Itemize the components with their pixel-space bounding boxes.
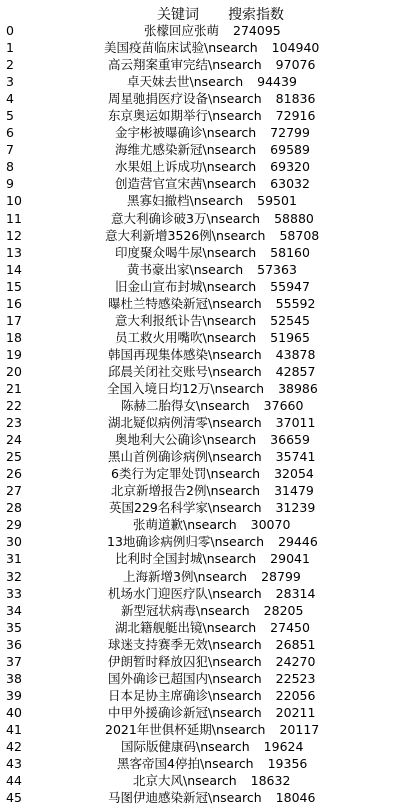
row-search-index: 30070	[250, 517, 291, 533]
row-search-index: 104940	[271, 40, 320, 56]
row-index: 45	[6, 790, 22, 806]
row-keyword: 伊朗暂时释放囚犯\nsearch	[108, 653, 262, 669]
row-search-index: 22056	[275, 687, 316, 703]
row-index: 28	[6, 500, 22, 516]
table-row	[0, 602, 415, 619]
table-row	[0, 22, 415, 39]
row-keyword: 美国疫苗临床试验\nsearch	[104, 40, 258, 56]
column-header-search-index: 搜索指数	[228, 7, 284, 23]
row-index: 37	[6, 653, 22, 669]
row-keyword: 2021年世俱杯延期\nsearch	[105, 721, 266, 737]
table-row	[0, 158, 415, 175]
row-search-index: 27450	[270, 619, 310, 635]
row-index: 36	[6, 636, 22, 652]
row-index: 0	[6, 23, 14, 38]
row-search-index: 20117	[279, 721, 320, 737]
table-row	[0, 192, 415, 209]
row-index: 12	[6, 227, 22, 243]
row-search-index: 26851	[275, 636, 316, 652]
row-search-index: 18046	[275, 790, 316, 806]
row-search-index: 20211	[275, 704, 316, 720]
row-keyword: 卓天妹去世\nsearch	[127, 74, 244, 90]
row-index: 1	[6, 40, 14, 56]
table-row	[0, 141, 415, 158]
row-index: 26	[6, 466, 22, 482]
row-keyword: 球迷支持赛季无效\nsearch	[108, 636, 262, 652]
row-index: 5	[6, 108, 14, 124]
row-index: 14	[6, 261, 22, 277]
table-row	[0, 585, 415, 602]
table-row	[0, 636, 415, 653]
row-index: 4	[6, 91, 14, 107]
row-index: 20	[6, 363, 22, 379]
table-row	[0, 244, 415, 261]
row-search-index: 19356	[267, 756, 308, 772]
row-index: 7	[6, 142, 14, 158]
row-search-index: 63032	[270, 176, 310, 192]
row-keyword: 意大利新增3526例\nsearch	[105, 227, 266, 243]
row-index: 44	[6, 773, 22, 789]
row-search-index: 28314	[275, 585, 316, 601]
row-index: 2	[6, 57, 14, 73]
row-index: 16	[6, 295, 22, 311]
table-row	[0, 465, 415, 482]
row-search-index: 59501	[257, 193, 297, 209]
row-search-index: 55592	[275, 295, 316, 311]
table-row	[0, 499, 415, 516]
table-row	[0, 550, 415, 567]
row-search-index: 29446	[278, 534, 318, 550]
table-row	[0, 124, 415, 141]
row-search-index: 274095	[233, 23, 281, 38]
row-search-index: 51965	[270, 329, 310, 345]
row-keyword: 黑寡妇撤档\nsearch	[127, 193, 244, 209]
row-index: 30	[6, 534, 22, 550]
table-row	[0, 261, 415, 278]
table-row	[0, 619, 415, 636]
row-search-index: 69589	[270, 142, 310, 158]
row-search-index: 37660	[263, 398, 304, 414]
row-keyword: 黄书豪出家\nsearch	[127, 261, 244, 277]
row-index: 15	[6, 278, 22, 294]
row-search-index: 55947	[270, 278, 310, 294]
row-search-index: 24270	[275, 653, 316, 669]
row-keyword: 湖北疑似病例清零\nsearch	[108, 415, 262, 431]
row-search-index: 52545	[270, 312, 310, 328]
row-index: 38	[6, 670, 22, 686]
row-keyword: 张萌道歉\nsearch	[133, 517, 237, 533]
row-keyword: 新型冠状病毒\nsearch	[121, 602, 250, 618]
row-keyword: 黑客帝国4停拍\nsearch	[117, 756, 254, 772]
row-keyword: 比利时全国封城\nsearch	[115, 551, 257, 567]
table-row	[0, 107, 415, 124]
row-search-index: 22523	[275, 670, 316, 686]
row-search-index: 28205	[263, 602, 304, 618]
row-keyword: 英国229名科学家\nsearch	[109, 500, 262, 516]
row-keyword: 金宇彬被曝确诊\nsearch	[115, 125, 257, 141]
table-row	[0, 90, 415, 107]
row-keyword: 旧金山宣布封城\nsearch	[115, 278, 257, 294]
row-search-index: 37011	[275, 415, 316, 431]
table-row	[0, 516, 415, 533]
row-index: 8	[6, 159, 14, 175]
row-keyword: 员工救火用嘴吹\nsearch	[115, 329, 257, 345]
row-index: 23	[6, 415, 22, 431]
row-search-index: 58880	[274, 210, 314, 226]
row-keyword: 水果姐上诉成功\nsearch	[115, 159, 257, 175]
table-row	[0, 482, 415, 499]
row-index: 35	[6, 619, 22, 635]
row-search-index: 38986	[278, 380, 318, 396]
row-search-index: 31239	[275, 500, 316, 516]
row-keyword: 意大利确诊破3万\nsearch	[111, 210, 261, 226]
row-index: 39	[6, 687, 22, 703]
row-keyword: 奥地利大公确诊\nsearch	[115, 432, 257, 448]
row-keyword: 意大利报纸讣告\nsearch	[115, 312, 257, 328]
row-keyword: 马图伊迪感染新冠\nsearch	[108, 790, 262, 806]
row-search-index: 36659	[270, 432, 310, 448]
table-row	[0, 755, 415, 772]
row-keyword: 北京新增报告2例\nsearch	[111, 483, 261, 499]
table-row	[0, 346, 415, 363]
row-search-index: 58708	[279, 227, 320, 243]
row-search-index: 57363	[257, 261, 297, 277]
table-row	[0, 210, 415, 227]
row-keyword: 13地确诊病例归零\nsearch	[107, 534, 265, 550]
row-keyword: 国际版健康码\nsearch	[121, 738, 250, 754]
table-row	[0, 653, 415, 670]
row-search-index: 31479	[274, 483, 314, 499]
row-search-index: 97076	[275, 57, 316, 73]
table-row	[0, 73, 415, 90]
data-table	[0, 22, 415, 806]
row-index: 10	[6, 193, 22, 209]
row-keyword: 印度聚众喝牛尿\nsearch	[115, 244, 257, 260]
table-row	[0, 278, 415, 295]
table-row	[0, 363, 415, 380]
row-keyword: 国外确诊已超国内\nsearch	[108, 670, 262, 686]
table-row	[0, 772, 415, 789]
table-row	[0, 295, 415, 312]
row-keyword: 全国入境日均12万\nsearch	[107, 380, 265, 396]
row-keyword: 曝杜兰特感染新冠\nsearch	[108, 295, 262, 311]
table-row	[0, 721, 415, 738]
row-keyword: 高云翔案重审完结\nsearch	[108, 57, 262, 73]
row-search-index: 81836	[275, 91, 316, 107]
row-index: 32	[6, 568, 22, 584]
table-row	[0, 397, 415, 414]
row-keyword: 黑山首例确诊病例\nsearch	[108, 449, 262, 465]
row-search-index: 28799	[261, 568, 301, 584]
row-index: 13	[6, 244, 22, 260]
row-index: 9	[6, 176, 14, 192]
row-index: 3	[6, 74, 14, 90]
row-search-index: 72799	[270, 125, 310, 141]
row-index: 21	[6, 380, 22, 396]
row-keyword: 东京奥运如期举行\nsearch	[108, 108, 262, 124]
row-keyword: 创造营官宣宋茜\nsearch	[115, 176, 257, 192]
row-index: 22	[6, 398, 22, 414]
table-row	[0, 175, 415, 192]
table-row	[0, 329, 415, 346]
row-index: 19	[6, 346, 22, 362]
row-search-index: 18632	[250, 773, 291, 789]
row-index: 33	[6, 585, 22, 601]
table-row	[0, 431, 415, 448]
table-row	[0, 670, 415, 687]
row-index: 40	[6, 704, 22, 720]
table-row	[0, 789, 415, 806]
table-row	[0, 380, 415, 397]
row-index: 29	[6, 517, 22, 533]
row-search-index: 72916	[275, 108, 316, 124]
row-keyword: 张檬回应张萌	[144, 23, 220, 38]
table-row	[0, 738, 415, 755]
row-index: 31	[6, 551, 22, 567]
table-row	[0, 448, 415, 465]
row-keyword: 湖北籍舰艇出镜\nsearch	[115, 619, 257, 635]
row-search-index: 69320	[270, 159, 310, 175]
row-index: 6	[6, 125, 14, 141]
table-row	[0, 56, 415, 73]
column-header-keyword: 关键词	[157, 7, 199, 23]
table-row	[0, 312, 415, 329]
row-keyword: 周星驰捐医疗设备\nsearch	[108, 91, 262, 107]
row-index: 17	[6, 312, 22, 328]
table-row	[0, 704, 415, 721]
row-keyword: 机场水门迎医疗队\nsearch	[108, 585, 262, 601]
row-keyword: 中甲外援确诊新冠\nsearch	[108, 704, 262, 720]
row-index: 25	[6, 449, 22, 465]
row-index: 11	[6, 210, 22, 226]
row-search-index: 42857	[275, 363, 316, 379]
row-index: 41	[6, 721, 22, 737]
row-index: 27	[6, 483, 22, 499]
row-search-index: 43878	[275, 346, 316, 362]
table-row	[0, 568, 415, 585]
row-index: 34	[6, 602, 22, 618]
row-search-index: 32054	[274, 466, 314, 482]
table-row	[0, 687, 415, 704]
row-index: 42	[6, 738, 22, 754]
row-keyword: 海维尤感染新冠\nsearch	[115, 142, 257, 158]
table-row	[0, 414, 415, 431]
row-keyword: 邱晨关闭社交账号\nsearch	[108, 363, 262, 379]
row-index: 24	[6, 432, 22, 448]
row-search-index: 94439	[257, 74, 297, 90]
table-row	[0, 227, 415, 244]
row-index: 43	[6, 756, 22, 772]
row-search-index: 29041	[270, 551, 310, 567]
table-header	[0, 4, 415, 24]
row-index: 18	[6, 329, 22, 345]
row-search-index: 35741	[275, 449, 316, 465]
table-row	[0, 39, 415, 56]
row-keyword: 日本足协主席确诊\nsearch	[108, 687, 262, 703]
row-keyword: 韩国再现集体感染\nsearch	[108, 346, 262, 362]
row-keyword: 上海新增3例\nsearch	[123, 568, 248, 584]
row-keyword: 陈赫二胎得女\nsearch	[121, 398, 250, 414]
row-search-index: 58160	[270, 244, 310, 260]
table-row	[0, 533, 415, 550]
row-search-index: 19624	[263, 738, 304, 754]
row-keyword: 北京大风\nsearch	[133, 773, 237, 789]
row-keyword: 6类行为定罪处罚\nsearch	[111, 466, 261, 482]
